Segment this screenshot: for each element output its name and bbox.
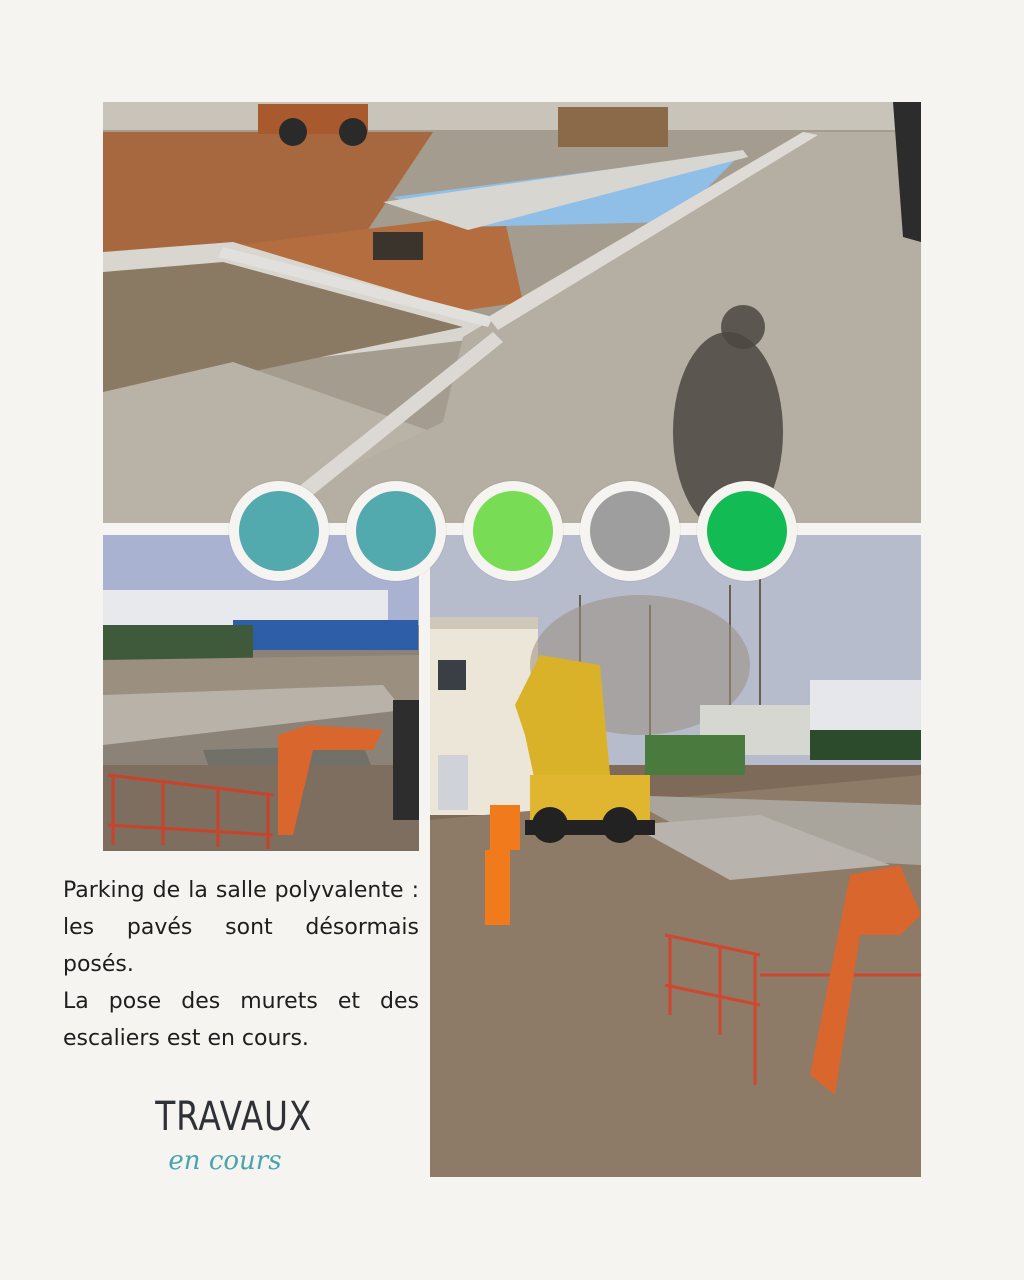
color-swatch-4: [580, 481, 680, 581]
color-swatch-3: [463, 481, 563, 581]
caption-paragraph-1: Parking de la salle polyvalente : les pavés sont désormais posés.: [63, 878, 419, 977]
photo-parking-beds: [103, 102, 921, 523]
photo-excavator-left: [103, 535, 419, 851]
caption-text: [63, 872, 419, 1057]
photo-workers-site: [430, 535, 921, 1177]
photo-parking-beds-image: [103, 102, 921, 523]
photo-workers-site-image: [430, 535, 921, 1177]
color-swatch-2-fill: [356, 491, 436, 571]
color-swatch-3-fill: [473, 491, 553, 571]
color-swatch-5: [697, 481, 797, 581]
color-swatch-1-fill: [239, 491, 319, 571]
color-swatch-1: [229, 481, 329, 581]
travaux-heading: TRAVAUX: [155, 1094, 313, 1140]
en-cours-subheading: en cours: [168, 1146, 282, 1176]
caption-paragraph-2: La pose des murets et des escaliers est en cours.: [63, 989, 419, 1051]
color-swatch-4-fill: [590, 491, 670, 571]
color-swatch-2: [346, 481, 446, 581]
color-swatch-5-fill: [707, 491, 787, 571]
photo-excavator-left-image: [103, 535, 419, 851]
